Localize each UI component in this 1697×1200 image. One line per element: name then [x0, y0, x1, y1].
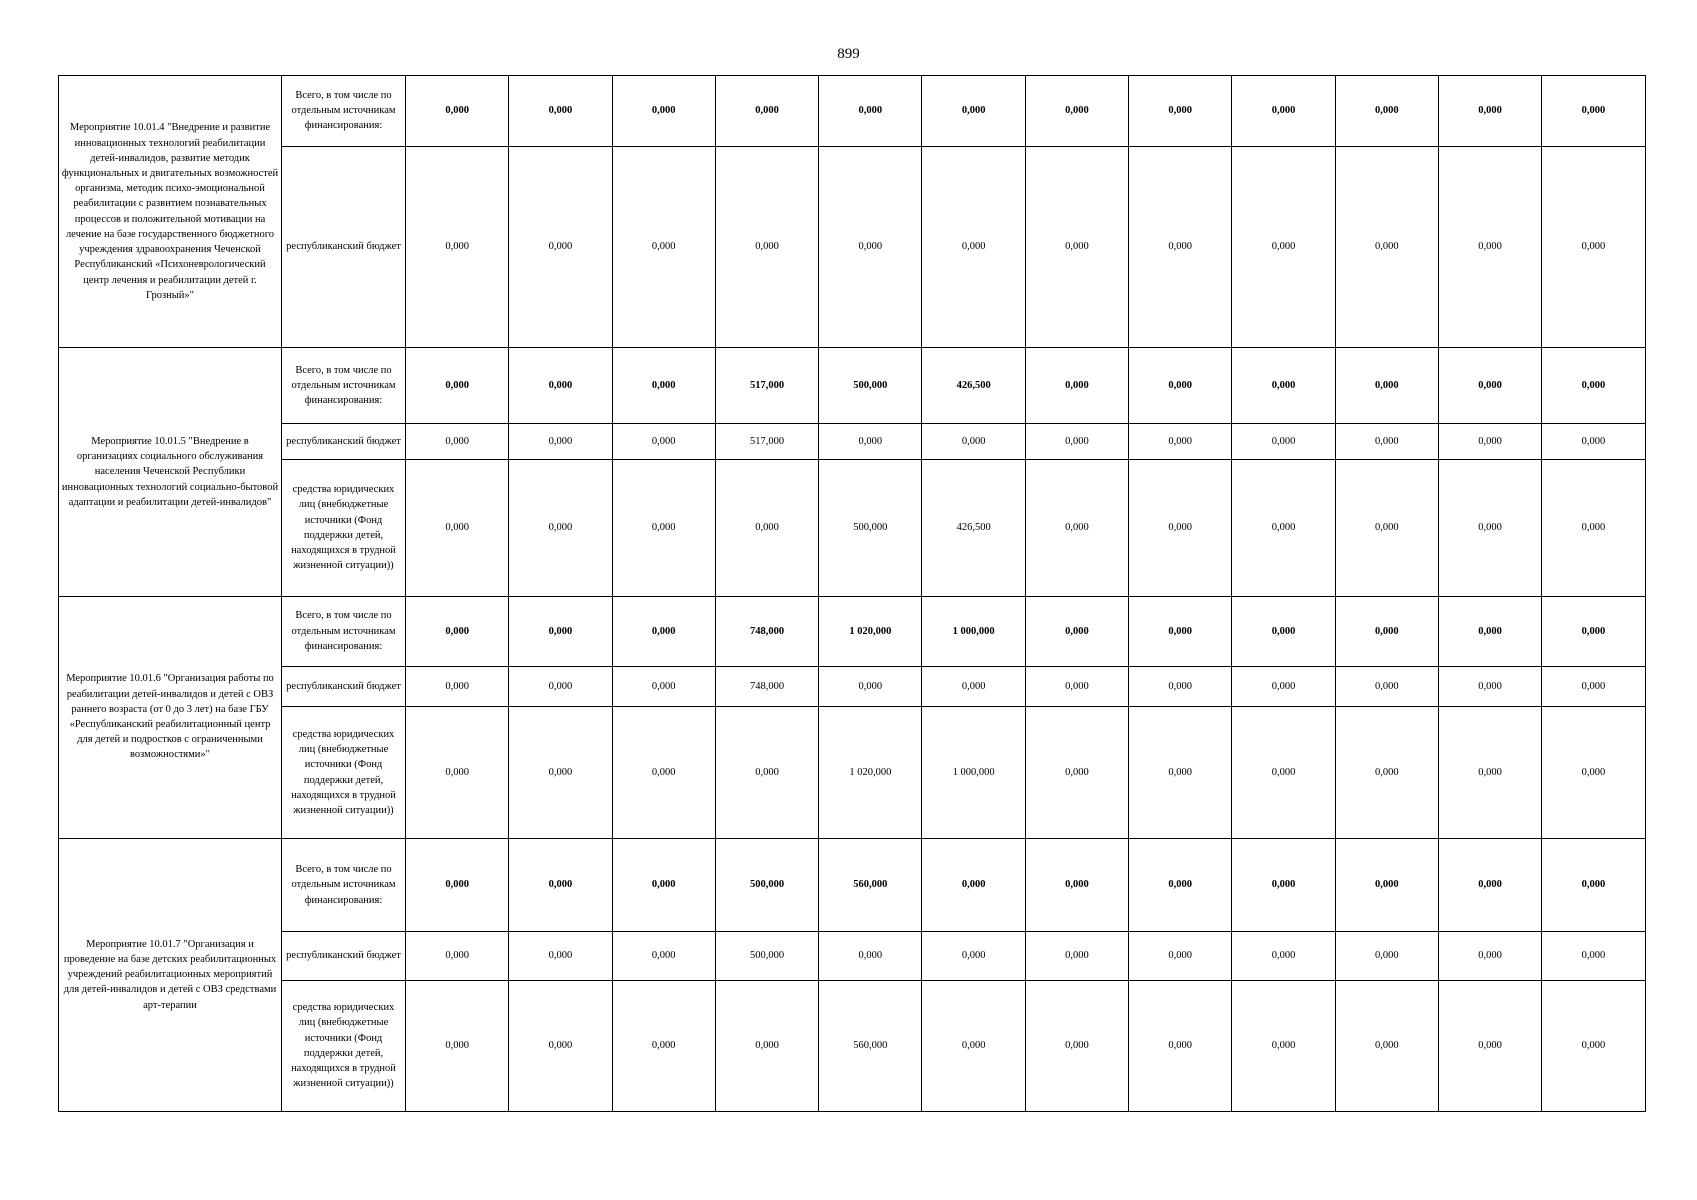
source-row — [59, 707, 1646, 838]
amount-cell: 0,000 — [612, 707, 715, 838]
amount-cell: 0,000 — [1232, 707, 1335, 838]
amount-cell: 0,000 — [406, 146, 509, 348]
amount-cell: 0,000 — [715, 460, 818, 596]
amount-cell: 0,000 — [1438, 932, 1541, 980]
activity-name: Мероприятие 10.01.5 "Внедрение в организациях социального обслуживания населения Чеченской Республики инновационных технологий социально-бытовой адаптации и реабилитации детей-инвалидов" — [59, 348, 282, 596]
amount-cell: 0,000 — [1232, 146, 1335, 348]
amount-cell: 0,000 — [1438, 838, 1541, 932]
amount-cell: 0,000 — [1335, 667, 1438, 707]
amount-cell: 0,000 — [1232, 76, 1335, 147]
amount-cell: 0,000 — [1025, 424, 1128, 460]
total-row — [59, 838, 1646, 932]
amount-cell: 0,000 — [1025, 980, 1128, 1111]
amount-cell: 0,000 — [612, 424, 715, 460]
amount-cell: 0,000 — [1542, 348, 1645, 424]
amount-cell: 0,000 — [819, 932, 922, 980]
amount-cell: 0,000 — [1438, 348, 1541, 424]
amount-cell: 426,500 — [922, 460, 1025, 596]
amount-cell: 0,000 — [1025, 596, 1128, 667]
amount-cell: 0,000 — [406, 76, 509, 147]
amount-cell: 0,000 — [1129, 424, 1232, 460]
amount-cell: 0,000 — [819, 76, 922, 147]
amount-cell: 0,000 — [612, 76, 715, 147]
activity-name: Мероприятие 10.01.7 "Организация и проведение на базе детских реабилитационных учреждений реабилитационных мероприятий для детей-инвалидов и детей с ОВЗ средствами арт-терапии — [59, 838, 282, 1111]
amount-cell: 0,000 — [1232, 667, 1335, 707]
amount-cell: 1 000,000 — [922, 596, 1025, 667]
amount-cell: 0,000 — [1129, 76, 1232, 147]
amount-cell: 1 000,000 — [922, 707, 1025, 838]
amount-cell: 0,000 — [509, 76, 612, 147]
amount-cell: 426,500 — [922, 348, 1025, 424]
amount-cell: 0,000 — [1232, 460, 1335, 596]
amount-cell: 0,000 — [1542, 460, 1645, 596]
amount-cell: 0,000 — [509, 707, 612, 838]
amount-cell: 0,000 — [1232, 980, 1335, 1111]
amount-cell: 560,000 — [819, 980, 922, 1111]
funding-table — [58, 75, 1646, 1112]
amount-cell: 0,000 — [1129, 146, 1232, 348]
amount-cell: 0,000 — [612, 348, 715, 424]
funding-source: средства юридических лиц (внебюджетные источники (Фонд поддержки детей, находящихся в трудной жизненной ситуации)) — [282, 980, 406, 1111]
amount-cell: 748,000 — [715, 596, 818, 667]
amount-cell: 0,000 — [1025, 460, 1128, 596]
amount-cell: 500,000 — [819, 348, 922, 424]
funding-source: Всего, в том числе по отдельным источникам финансирования: — [282, 838, 406, 932]
amount-cell: 0,000 — [1232, 424, 1335, 460]
amount-cell: 0,000 — [406, 348, 509, 424]
amount-cell: 0,000 — [612, 596, 715, 667]
amount-cell: 0,000 — [1438, 146, 1541, 348]
amount-cell: 0,000 — [922, 980, 1025, 1111]
funding-source: республиканский бюджет — [282, 146, 406, 348]
amount-cell: 0,000 — [1129, 932, 1232, 980]
amount-cell: 0,000 — [406, 424, 509, 460]
amount-cell: 0,000 — [509, 146, 612, 348]
amount-cell: 0,000 — [1232, 932, 1335, 980]
activity-name: Мероприятие 10.01.6 "Организация работы по реабилитации детей-инвалидов и детей с ОВЗ раннего возраста (от 0 до 3 лет) на базе ГБУ «Республиканский реабилитационный центр для детей и подростков с ограниченными возможностями»" — [59, 596, 282, 838]
funding-source: республиканский бюджет — [282, 424, 406, 460]
amount-cell: 0,000 — [819, 667, 922, 707]
amount-cell: 0,000 — [922, 76, 1025, 147]
amount-cell: 0,000 — [1542, 424, 1645, 460]
amount-cell: 0,000 — [1335, 932, 1438, 980]
amount-cell: 0,000 — [1129, 667, 1232, 707]
amount-cell: 1 020,000 — [819, 596, 922, 667]
amount-cell: 0,000 — [819, 424, 922, 460]
amount-cell: 0,000 — [1232, 596, 1335, 667]
funding-source: Всего, в том числе по отдельным источникам финансирования: — [282, 596, 406, 667]
amount-cell: 0,000 — [1129, 980, 1232, 1111]
amount-cell: 0,000 — [1542, 146, 1645, 348]
amount-cell: 0,000 — [1232, 348, 1335, 424]
amount-cell: 0,000 — [406, 980, 509, 1111]
amount-cell: 0,000 — [406, 707, 509, 838]
amount-cell: 0,000 — [1025, 348, 1128, 424]
amount-cell: 0,000 — [1129, 460, 1232, 596]
amount-cell: 0,000 — [1025, 146, 1128, 348]
amount-cell: 0,000 — [509, 838, 612, 932]
amount-cell: 0,000 — [612, 667, 715, 707]
amount-cell: 0,000 — [922, 932, 1025, 980]
source-row — [59, 146, 1646, 348]
amount-cell: 0,000 — [715, 76, 818, 147]
amount-cell: 0,000 — [612, 980, 715, 1111]
amount-cell: 0,000 — [612, 932, 715, 980]
amount-cell: 500,000 — [819, 460, 922, 596]
amount-cell: 0,000 — [509, 596, 612, 667]
amount-cell: 517,000 — [715, 348, 818, 424]
amount-cell: 0,000 — [1542, 838, 1645, 932]
funding-source: Всего, в том числе по отдельным источникам финансирования: — [282, 348, 406, 424]
amount-cell: 0,000 — [509, 932, 612, 980]
amount-cell: 0,000 — [612, 460, 715, 596]
amount-cell: 0,000 — [1335, 838, 1438, 932]
funding-source: республиканский бюджет — [282, 667, 406, 707]
amount-cell: 0,000 — [1129, 838, 1232, 932]
amount-cell: 0,000 — [1542, 596, 1645, 667]
amount-cell: 0,000 — [1542, 932, 1645, 980]
source-row — [59, 460, 1646, 596]
amount-cell: 0,000 — [922, 667, 1025, 707]
amount-cell: 0,000 — [922, 146, 1025, 348]
amount-cell: 0,000 — [1542, 667, 1645, 707]
funding-source: средства юридических лиц (внебюджетные источники (Фонд поддержки детей, находящихся в трудной жизненной ситуации)) — [282, 460, 406, 596]
amount-cell: 0,000 — [1542, 707, 1645, 838]
source-row — [59, 980, 1646, 1111]
amount-cell: 0,000 — [1335, 980, 1438, 1111]
funding-source: Всего, в том числе по отдельным источникам финансирования: — [282, 76, 406, 147]
amount-cell: 0,000 — [1335, 348, 1438, 424]
activity-name: Мероприятие 10.01.4 "Внедрение и развитие инновационных технологий реабилитации детей-инвалидов, развитие методик функциональных и двигательных возможностей организма, методик психо-эмоциональной реабилитации с развитием познавательных процессов и положительной мотивации на лечение на базе государственного бюджетного учреждения здравоохранения Чеченской Республиканский «Психоневрологический центр лечения и реабилитации детей г. Грозный»" — [59, 76, 282, 348]
amount-cell: 0,000 — [1335, 76, 1438, 147]
amount-cell: 0,000 — [1335, 146, 1438, 348]
amount-cell: 0,000 — [1025, 76, 1128, 147]
amount-cell: 500,000 — [715, 932, 818, 980]
source-row — [59, 932, 1646, 980]
amount-cell: 0,000 — [1129, 348, 1232, 424]
amount-cell: 0,000 — [406, 838, 509, 932]
amount-cell: 0,000 — [1335, 424, 1438, 460]
amount-cell: 0,000 — [715, 707, 818, 838]
total-row — [59, 76, 1646, 147]
amount-cell: 0,000 — [509, 348, 612, 424]
amount-cell: 0,000 — [819, 146, 922, 348]
amount-cell: 0,000 — [509, 667, 612, 707]
amount-cell: 0,000 — [1025, 838, 1128, 932]
amount-cell: 0,000 — [1335, 596, 1438, 667]
amount-cell: 0,000 — [1025, 932, 1128, 980]
amount-cell: 748,000 — [715, 667, 818, 707]
amount-cell: 0,000 — [1025, 667, 1128, 707]
amount-cell: 0,000 — [1438, 707, 1541, 838]
amount-cell: 0,000 — [1232, 838, 1335, 932]
page-number: 899 — [837, 46, 860, 62]
amount-cell: 0,000 — [1335, 707, 1438, 838]
amount-cell: 0,000 — [1129, 707, 1232, 838]
amount-cell: 0,000 — [1438, 596, 1541, 667]
amount-cell: 0,000 — [1438, 667, 1541, 707]
amount-cell: 0,000 — [509, 980, 612, 1111]
amount-cell: 0,000 — [1335, 460, 1438, 596]
amount-cell: 0,000 — [612, 838, 715, 932]
amount-cell: 0,000 — [1542, 76, 1645, 147]
amount-cell: 0,000 — [715, 146, 818, 348]
amount-cell: 0,000 — [1025, 707, 1128, 838]
source-row — [59, 667, 1646, 707]
amount-cell: 0,000 — [509, 424, 612, 460]
amount-cell: 0,000 — [715, 980, 818, 1111]
amount-cell: 0,000 — [922, 424, 1025, 460]
amount-cell: 0,000 — [1438, 460, 1541, 596]
amount-cell: 560,000 — [819, 838, 922, 932]
amount-cell: 0,000 — [1129, 596, 1232, 667]
funding-source: средства юридических лиц (внебюджетные источники (Фонд поддержки детей, находящихся в трудной жизненной ситуации)) — [282, 707, 406, 838]
amount-cell: 0,000 — [406, 460, 509, 596]
source-row — [59, 424, 1646, 460]
amount-cell: 0,000 — [922, 838, 1025, 932]
total-row — [59, 348, 1646, 424]
total-row — [59, 596, 1646, 667]
funding-source: республиканский бюджет — [282, 932, 406, 980]
amount-cell: 0,000 — [1438, 424, 1541, 460]
amount-cell: 0,000 — [1438, 76, 1541, 147]
amount-cell: 0,000 — [406, 667, 509, 707]
amount-cell: 0,000 — [406, 596, 509, 667]
amount-cell: 0,000 — [406, 932, 509, 980]
amount-cell: 500,000 — [715, 838, 818, 932]
amount-cell: 0,000 — [509, 460, 612, 596]
amount-cell: 0,000 — [612, 146, 715, 348]
amount-cell: 0,000 — [1542, 980, 1645, 1111]
amount-cell: 1 020,000 — [819, 707, 922, 838]
amount-cell: 0,000 — [1438, 980, 1541, 1111]
amount-cell: 517,000 — [715, 424, 818, 460]
